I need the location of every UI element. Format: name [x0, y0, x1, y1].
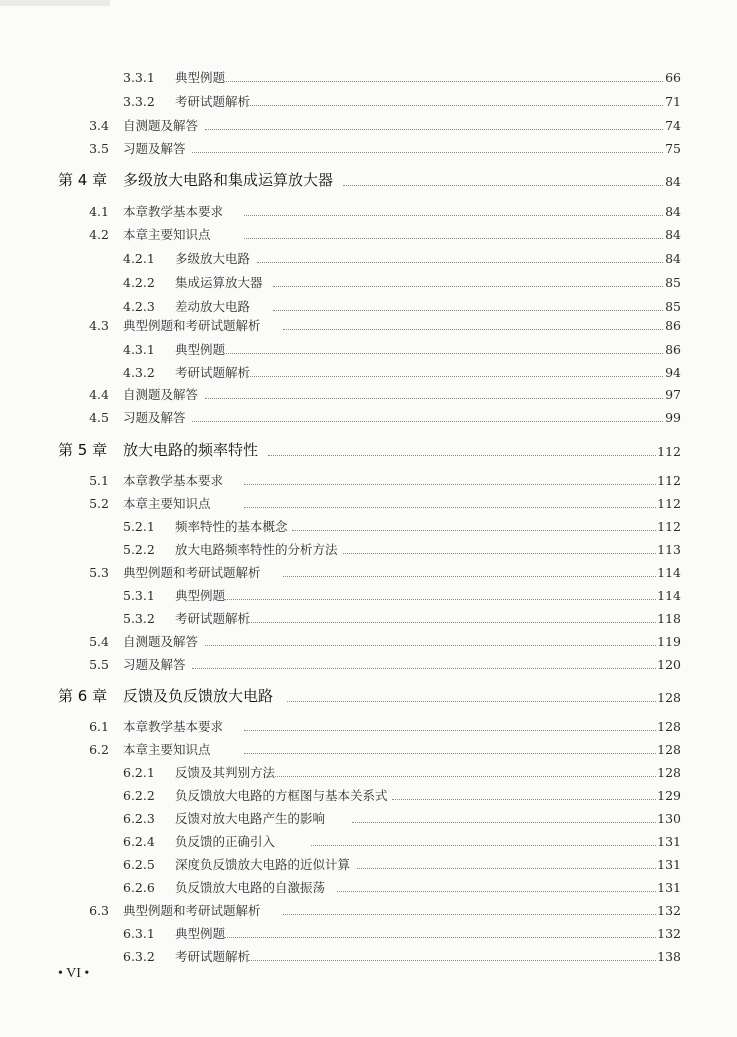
toc-entry-title: 反馈及其判别方法	[175, 765, 276, 780]
toc-entry[interactable]	[0, 854, 737, 876]
toc-entry[interactable]	[0, 67, 737, 89]
toc-entry-title: 考研试题解析	[175, 611, 251, 626]
toc-entry-title: 集成运算放大器	[175, 275, 263, 290]
toc-entry-number: 5.4	[89, 634, 109, 649]
toc-entry-number: 3.3.1	[123, 70, 155, 85]
toc-entry-number: 5.2.1	[123, 519, 155, 534]
toc-entry-number: 5.1	[89, 473, 109, 488]
toc-entry-number: 5.5	[89, 657, 109, 672]
toc-entry[interactable]	[0, 339, 737, 361]
toc-entry[interactable]	[0, 654, 737, 676]
page-number-footer: • VI •	[58, 966, 90, 981]
toc-entry[interactable]	[0, 877, 737, 899]
toc-entry-number: 4.4	[89, 387, 109, 402]
leader-dots	[343, 185, 663, 186]
toc-entry-page-number: 131	[657, 834, 681, 849]
leader-dots	[192, 421, 663, 422]
toc-entry-title: 负反馈放大电路的自激振荡	[175, 880, 326, 895]
toc-entry-title: 习题及解答	[123, 657, 186, 672]
leader-dots	[192, 152, 663, 153]
toc-chapter-entry[interactable]	[0, 167, 737, 193]
toc-entry[interactable]	[0, 946, 737, 968]
toc-entry-number: 5.3.1	[123, 588, 155, 603]
toc-entry-number: 4.2.1	[123, 251, 155, 266]
toc-entry-number: 3.5	[89, 141, 109, 156]
toc-entry-title: 典型例题	[175, 926, 226, 941]
toc-entry-number: 第 4 章	[58, 171, 108, 189]
toc-entry-title: 典型例题	[175, 342, 226, 357]
toc-entry-page-number: 132	[657, 903, 681, 918]
toc-entry-title: 反馈及负反馈放大电路	[123, 687, 274, 705]
leader-dots	[337, 891, 656, 892]
toc-entry-title: 典型例题	[175, 588, 226, 603]
toc-entry[interactable]	[0, 539, 737, 561]
toc-entry-number: 3.4	[89, 118, 109, 133]
leader-dots	[205, 398, 663, 399]
toc-entry-number: 3.3.2	[123, 94, 155, 109]
toc-entry-page-number: 84	[665, 174, 681, 189]
toc-entry-page-number: 112	[657, 444, 681, 459]
toc-entry-number: 第 6 章	[58, 687, 108, 705]
toc-entry-title: 习题及解答	[123, 141, 186, 156]
toc-entry-number: 4.5	[89, 410, 109, 425]
leader-dots	[311, 845, 656, 846]
leader-dots	[343, 553, 656, 554]
leader-dots	[192, 668, 656, 669]
toc-entry-page-number: 119	[657, 634, 681, 649]
toc-entry-title: 考研试题解析	[175, 949, 251, 964]
leader-dots	[248, 105, 663, 106]
toc-entry-page-number: 85	[665, 299, 681, 314]
toc-entry[interactable]	[0, 138, 737, 160]
toc-entry-page-number: 84	[665, 251, 681, 266]
toc-entry-title: 深度负反馈放大电路的近似计算	[175, 857, 351, 872]
leader-dots	[283, 576, 656, 577]
toc-entry-title: 自测题及解答	[123, 118, 199, 133]
toc-entry[interactable]	[0, 831, 737, 853]
toc-entry-number: 6.3.1	[123, 926, 155, 941]
toc-entry-title: 本章主要知识点	[123, 227, 211, 242]
toc-entry-number: 5.3.2	[123, 611, 155, 626]
toc-entry[interactable]	[0, 407, 737, 429]
toc-entry[interactable]	[0, 808, 737, 830]
toc-entry-title: 典型例题和考研试题解析	[123, 318, 261, 333]
toc-entry-number: 6.2	[89, 742, 109, 757]
toc-entry-title: 反馈对放大电路产生的影响	[175, 811, 326, 826]
toc-entry-page-number: 86	[665, 342, 681, 357]
leader-dots	[248, 960, 656, 961]
toc-entry-page-number: 112	[657, 496, 681, 511]
toc-entry[interactable]	[0, 516, 737, 538]
toc-entry-number: 4.3.1	[123, 342, 155, 357]
toc-entry-title: 频率特性的基本概念	[175, 519, 288, 534]
toc-entry-title: 自测题及解答	[123, 634, 199, 649]
toc-entry[interactable]	[0, 315, 737, 337]
toc-entry-title: 放大电路的频率特性	[123, 441, 259, 459]
leader-dots	[248, 376, 663, 377]
toc-entry-title: 考研试题解析	[175, 94, 251, 109]
toc-entry-title: 多级放大电路	[175, 251, 251, 266]
toc-entry-number: 6.3	[89, 903, 109, 918]
toc-entry-page-number: 138	[657, 949, 681, 964]
toc-entry-title: 本章教学基本要求	[123, 473, 224, 488]
leader-dots	[273, 286, 663, 287]
leader-dots	[268, 455, 656, 456]
toc-entry-number: 6.1	[89, 719, 109, 734]
leader-dots	[273, 310, 663, 311]
leader-dots	[244, 238, 663, 239]
toc-entry-page-number: 129	[657, 788, 681, 803]
toc-entry-page-number: 128	[657, 719, 681, 734]
toc-entry[interactable]	[0, 201, 737, 223]
toc-entry-title: 本章教学基本要求	[123, 204, 224, 219]
toc-entry-number: 6.2.5	[123, 857, 155, 872]
leader-dots	[224, 599, 656, 600]
toc-entry[interactable]	[0, 739, 737, 761]
toc-entry-page-number: 118	[657, 611, 681, 626]
toc-entry[interactable]	[0, 224, 737, 246]
toc-entry-page-number: 131	[657, 857, 681, 872]
toc-entry-page-number: 114	[657, 588, 681, 603]
toc-entry-page-number: 112	[657, 519, 681, 534]
toc-entry-title: 本章主要知识点	[123, 496, 211, 511]
toc-entry[interactable]	[0, 493, 737, 515]
toc-entry[interactable]	[0, 470, 737, 492]
toc-entry[interactable]	[0, 115, 737, 137]
leader-dots	[392, 799, 656, 800]
toc-entry-number: 6.3.2	[123, 949, 155, 964]
toc-entry[interactable]	[0, 248, 737, 270]
toc-entry-number: 6.2.6	[123, 880, 155, 895]
leader-dots	[357, 868, 656, 869]
toc-entry-title: 典型例题和考研试题解析	[123, 903, 261, 918]
toc-entry-page-number: 71	[665, 94, 681, 109]
toc-entry-number: 5.3	[89, 565, 109, 580]
leader-dots	[352, 822, 656, 823]
toc-entry-page-number: 132	[657, 926, 681, 941]
toc-entry-title: 本章教学基本要求	[123, 719, 224, 734]
toc-entry-page-number: 112	[657, 473, 681, 488]
toc-entry-title: 习题及解答	[123, 410, 186, 425]
leader-dots	[205, 645, 656, 646]
toc-entry[interactable]	[0, 562, 737, 584]
toc-entry-number: 6.2.2	[123, 788, 155, 803]
toc-entry-page-number: 66	[665, 70, 681, 85]
leader-dots	[273, 776, 656, 777]
toc-entry-page-number: 113	[657, 542, 681, 557]
toc-entry[interactable]	[0, 608, 737, 630]
leader-dots	[224, 353, 663, 354]
toc-entry-title: 负反馈放大电路的方框图与基本关系式	[175, 788, 388, 803]
leader-dots	[244, 215, 663, 216]
scan-edge-mark	[0, 0, 110, 6]
toc-entry-page-number: 99	[665, 410, 681, 425]
toc-entry-page-number: 85	[665, 275, 681, 290]
toc-entry-page-number: 84	[665, 204, 681, 219]
toc-entry-title: 多级放大电路和集成运算放大器	[123, 171, 334, 189]
toc-entry-title: 差动放大电路	[175, 299, 251, 314]
toc-entry-page-number: 131	[657, 880, 681, 895]
toc-entry-number: 6.2.1	[123, 765, 155, 780]
leader-dots	[224, 937, 656, 938]
toc-entry-page-number: 114	[657, 565, 681, 580]
toc-entry-page-number: 74	[665, 118, 681, 133]
toc-entry[interactable]	[0, 91, 737, 113]
toc-entry-title: 典型例题	[175, 70, 226, 85]
toc-entry[interactable]	[0, 900, 737, 922]
toc-entry-page-number: 86	[665, 318, 681, 333]
toc-entry[interactable]	[0, 785, 737, 807]
leader-dots	[244, 730, 656, 731]
leader-dots	[205, 129, 663, 130]
leader-dots	[283, 329, 663, 330]
leader-dots	[244, 753, 656, 754]
toc-entry[interactable]	[0, 384, 737, 406]
toc-entry-page-number: 97	[665, 387, 681, 402]
toc-entry[interactable]	[0, 762, 737, 784]
leader-dots	[257, 262, 663, 263]
toc-entry-page-number: 130	[657, 811, 681, 826]
toc-entry-number: 4.3	[89, 318, 109, 333]
toc-entry[interactable]	[0, 585, 737, 607]
leader-dots	[244, 507, 656, 508]
toc-entry-title: 负反馈的正确引入	[175, 834, 276, 849]
toc-entry-number: 4.2.2	[123, 275, 155, 290]
toc-entry-title: 自测题及解答	[123, 387, 199, 402]
toc-entry-title: 典型例题和考研试题解析	[123, 565, 261, 580]
toc-entry-page-number: 128	[657, 690, 681, 705]
toc-entry-number: 6.2.4	[123, 834, 155, 849]
toc-entry-number: 4.2	[89, 227, 109, 242]
toc-entry-number: 第 5 章	[58, 441, 108, 459]
toc-chapter-entry[interactable]	[0, 683, 737, 709]
toc-entry-title: 放大电路频率特性的分析方法	[175, 542, 338, 557]
leader-dots	[224, 81, 663, 82]
toc-entry-number: 4.2.3	[123, 299, 155, 314]
toc-entry-number: 5.2	[89, 496, 109, 511]
toc-entry-page-number: 75	[665, 141, 681, 156]
toc-entry[interactable]	[0, 272, 737, 294]
leader-dots	[292, 530, 656, 531]
leader-dots	[287, 701, 656, 702]
toc-entry-number: 4.1	[89, 204, 109, 219]
toc-entry-number: 4.3.2	[123, 365, 155, 380]
toc-entry-page-number: 94	[665, 365, 681, 380]
toc-entry-number: 5.2.2	[123, 542, 155, 557]
leader-dots	[248, 622, 656, 623]
leader-dots	[244, 484, 656, 485]
leader-dots	[283, 914, 656, 915]
toc-entry-page-number: 128	[657, 765, 681, 780]
toc-entry-page-number: 120	[657, 657, 681, 672]
toc-entry[interactable]	[0, 716, 737, 738]
toc-entry-number: 6.2.3	[123, 811, 155, 826]
toc-entry-title: 考研试题解析	[175, 365, 251, 380]
toc-entry-page-number: 128	[657, 742, 681, 757]
toc-entry-title: 本章主要知识点	[123, 742, 211, 757]
toc-chapter-entry[interactable]	[0, 437, 737, 463]
toc-entry[interactable]	[0, 631, 737, 653]
toc-entry[interactable]	[0, 923, 737, 945]
toc-entry[interactable]	[0, 362, 737, 384]
toc-entry-page-number: 84	[665, 227, 681, 242]
